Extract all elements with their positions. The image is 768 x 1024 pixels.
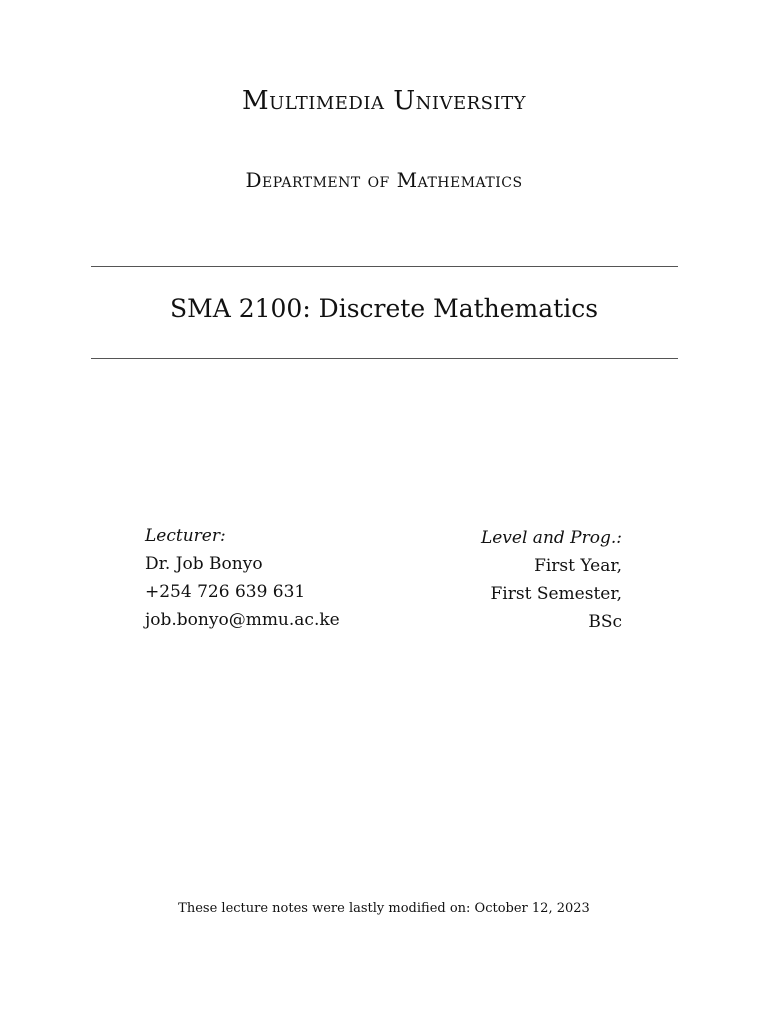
lecturer-phone: +254 726 639 631 — [145, 582, 306, 602]
level-year: First Year, — [534, 556, 622, 576]
course-title: SMA 2100: Discrete Mathematics — [169, 294, 599, 323]
university-name: Multimedia University — [241, 86, 527, 116]
level-heading: Level and Prog.: — [480, 528, 622, 548]
department-name: Department of Mathematics — [245, 168, 523, 192]
lecturer-email: job.bonyo@mmu.ac.ke — [145, 610, 340, 630]
title-rule-bottom — [91, 358, 678, 359]
modified-date-note: These lecture notes were lastly modified on: October 12, 2023 — [178, 901, 590, 916]
title-rule-top — [91, 266, 678, 267]
lecturer-heading: Lecturer: — [145, 526, 226, 546]
level-programme: BSc — [588, 612, 622, 632]
lecturer-name: Dr. Job Bonyo — [145, 554, 263, 574]
level-block — [362, 524, 622, 636]
level-semester: First Semester, — [490, 584, 622, 604]
